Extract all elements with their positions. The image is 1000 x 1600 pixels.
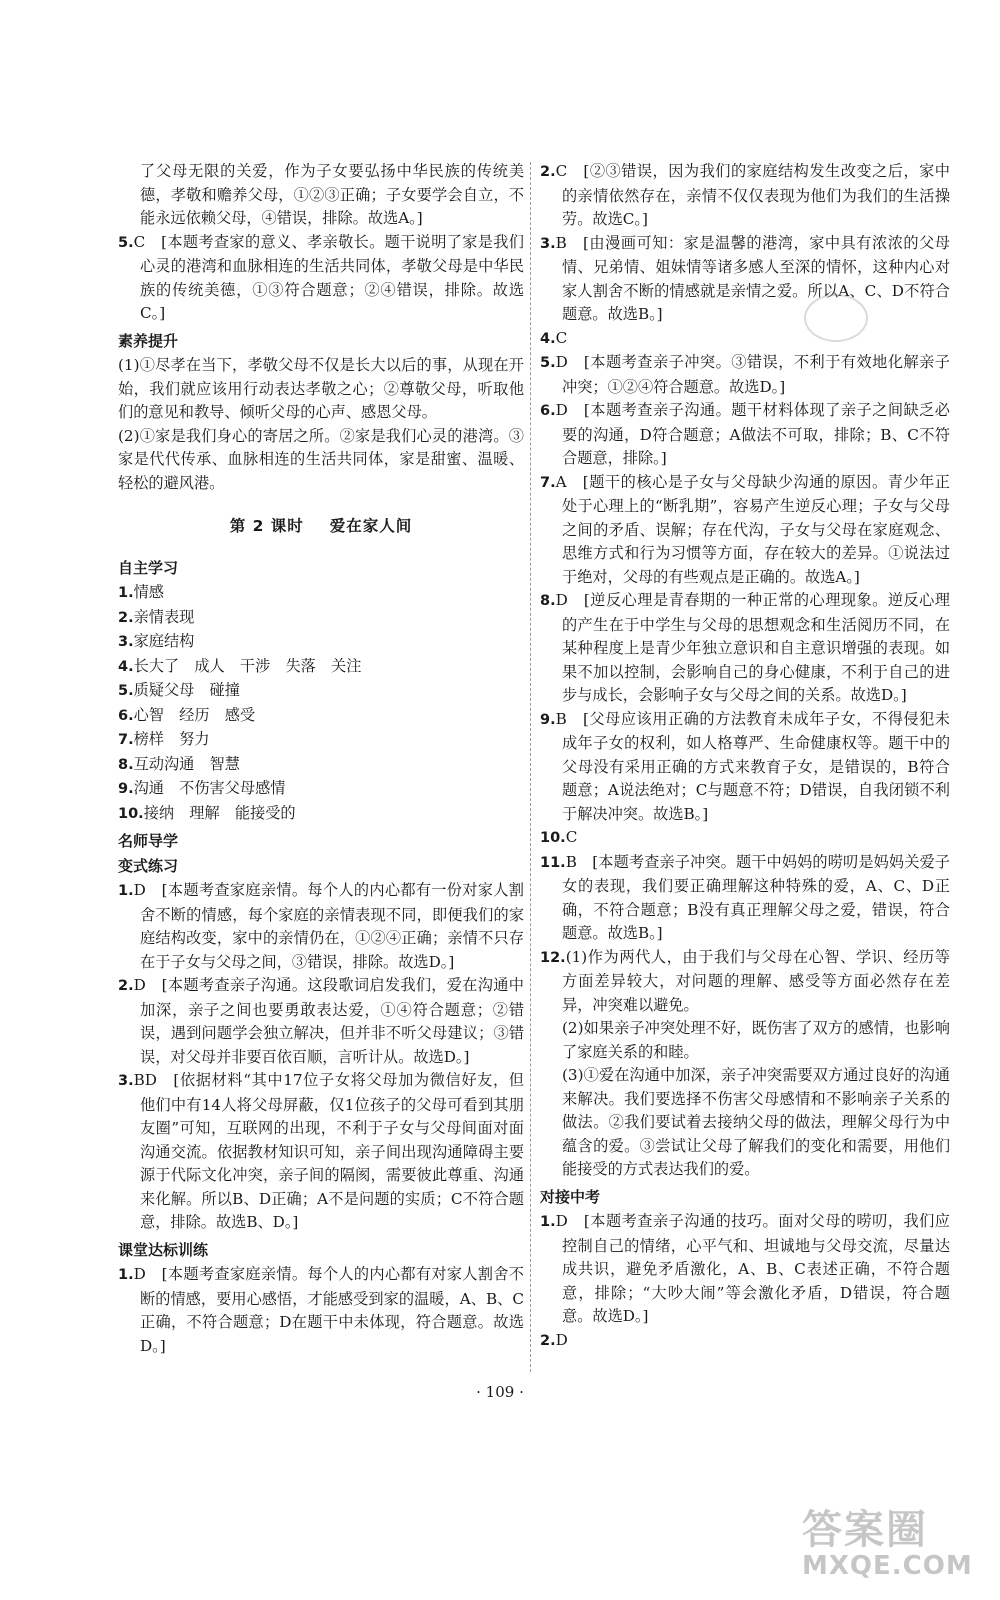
item-text: 长大了 成人 干涉 失落 关注 <box>133 656 362 675</box>
item-text: B [由漫画可知：家是温馨的港湾，家中具有浓浓的父母情、兄弟情、姐妹情等诸多感人至深的情怀，这种内心对家人割舍不断的情感就是亲情之爱。所以A、C、D不符合题意。故选B。] <box>555 233 950 323</box>
item-number: 6. <box>540 403 556 419</box>
item-text: D <box>555 1330 568 1349</box>
item-number: 2. <box>540 1332 556 1349</box>
watermark-logo: 答案圈 <box>802 1507 928 1553</box>
item-text: 亲情表现 <box>133 607 195 626</box>
answer-item <box>118 231 524 326</box>
section-heading: 课堂达标训练 <box>118 1240 209 1259</box>
item-number: 10. <box>118 805 144 822</box>
continued-answer: 了父母无限的关爱，作为子女要弘扬中华民族的传统美德，孝敬和赡养父母，①②③正确；子女要学会自立，不能永远依赖父母，④错误，排除。故选A。] <box>140 162 524 227</box>
watermark-url: MXQE.COM <box>802 1551 973 1581</box>
answer-item <box>540 160 950 232</box>
answer-item <box>540 589 950 708</box>
item-number: 3. <box>118 1073 134 1089</box>
continued-answer: (2)如果亲子冲突处理不好，既伤害了双方的感情，也影响了家庭关系的和睦。 <box>562 1019 950 1061</box>
answer-item <box>118 581 524 606</box>
answer-item <box>118 655 524 680</box>
item-text: B [父母应该用正确的方法教育未成年子女，不得侵犯未成年子女的权利，如人格尊严、生命健康权等。题干中的父母没有采用正确的方式来教育子女，是错误的，B符合题意；A说法绝对；C与题意不符；D错误，自我闭锁不利于解决冲突。故选B。] <box>555 709 950 823</box>
item-number: 8. <box>540 593 556 609</box>
answer-item <box>540 399 950 471</box>
section-heading: 变式练习 <box>118 856 179 875</box>
item-number: 2. <box>118 609 134 626</box>
answer-item <box>540 1329 950 1354</box>
item-number: 1. <box>118 1267 134 1283</box>
item-text: 家庭结构 <box>133 632 195 650</box>
item-number: 3. <box>540 235 556 252</box>
item-text: D [本题考查亲子沟通。这段歌词启发我们，爱在沟通中加深，亲子之间也要勇敢表达爱，①④符合题意；②错误，遇到问题学会独立解决，但并非不听父母建议；③错误，对父母并非要百依百顺，言听计从。故选D。] <box>133 976 524 1066</box>
item-text: C <box>555 328 568 347</box>
answer-item <box>118 728 524 753</box>
item-number: 5. <box>118 683 134 699</box>
lesson-title <box>118 515 524 539</box>
item-number: 11. <box>540 854 566 871</box>
answer-item <box>118 802 524 827</box>
answer-item <box>540 471 950 590</box>
faint-stamp-mark <box>804 294 868 342</box>
item-text: 心智 经历 感受 <box>133 705 256 724</box>
answer-item <box>540 946 950 1018</box>
item-text: C [本题考查家的意义、孝亲敬长。题干说明了家是我们心灵的港湾和血脉相连的生活共同体，孝敬父母是中华民族的传统美德，①③符合题意；②④错误，排除。故选C。] <box>133 232 524 322</box>
item-number: 9. <box>540 711 556 728</box>
section-heading: 名师导学 <box>118 832 179 850</box>
answer-item <box>118 679 524 704</box>
item-number: 6. <box>118 707 134 724</box>
item-text: B [本题考查亲子冲突。题干中妈妈的唠叨是妈妈关爱子女的表现，我们要正确理解这种特殊的爱，A、C、D正确，不符合题意；B没有真正理解父母之爱，错误，符合题意。故选B。] <box>562 852 950 942</box>
item-text: A [题干的核心是子女与父母缺少沟通的原因。青少年正处于心理上的“断乳期”，容易产生逆反心理；子女与父母之间的矛盾、误解；存在代沟，子女与父母在家庭观念、思维方式和行为习惯等方面，存在较大的差异。①说法过于绝对，父母的有些观点是正确的。故选A。] <box>555 472 950 586</box>
item-number: 5. <box>118 234 134 251</box>
answer-item <box>118 630 524 655</box>
lesson-number: 第 2 课时 <box>229 517 304 535</box>
item-number: 1. <box>540 1214 556 1230</box>
continued-answer: (3)①爱在沟通中加深，亲子冲突需要双方通过良好的沟通来解决。我们要选择不伤害父母感情和不影响亲子关系的做法。②我们要试着去接纳父母的做法，理解父母行为中蕴含的爱。③尝试让父母了解我们的变化和需要，用他们能接受的方式表达我们的爱。 <box>562 1066 950 1178</box>
item-text: D [本题考查亲子沟通的技巧。面对父母的唠叨，我们应控制自己的情绪，心平气和、坦诚地与父母交流，尽量达成共识，避免矛盾激化，A、B、C表述正确，不符合题意，排除；“大吵大闹”等会激化矛盾，D错误，符合题意。故选D。] <box>555 1212 950 1325</box>
item-number: 5. <box>540 355 556 371</box>
answer-item <box>540 708 950 827</box>
item-number: 2. <box>540 164 556 180</box>
item-number: 10. <box>540 830 566 846</box>
column-divider <box>530 162 531 1372</box>
item-number: 3. <box>118 634 134 650</box>
item-number: 1. <box>118 585 134 601</box>
answer-item <box>540 826 950 851</box>
watermark <box>802 1498 973 1581</box>
paragraph: (1)①尽孝在当下，孝敬父母不仅是长大以后的事，从现在开始，我们就应该用行动表达孝敬之心；②尊敬父母，听取他们的意见和教导、倾听父母的心声、感恩父母。 <box>118 356 524 421</box>
answer-item <box>118 1069 524 1235</box>
item-number: 2. <box>118 978 134 994</box>
answer-item <box>118 974 524 1069</box>
answer-item <box>540 232 950 327</box>
page-number: · 109 · <box>476 1383 524 1401</box>
item-text: C [②③错误，因为我们的家庭结构发生改变之后，家中的亲情依然存在，亲情不仅仅表现为他们为我们的生活操劳。故选C。] <box>555 162 950 228</box>
item-text: D [逆反心理是青春期的一种正常的心理现象。逆反心理的产生在于中学生与父母的思想观念和生活阅历不同，在某种程度上是青少年独立意识和自主意识增强的表现。如果不加以控制，会影响自己的身心健康，不利于自己的进步与成长，会影响子女与父母之间的关系。故选D。] <box>555 591 950 704</box>
item-text: 沟通 不伤害父母感情 <box>133 779 286 797</box>
section-heading: 自主学习 <box>118 558 179 577</box>
item-number: 8. <box>118 756 134 773</box>
item-text: BD [依据材料“其中17位子女将父母加为微信好友，但他们中有14人将父母屏蔽，仅1位孩子的父母可看到其朋友圈”可知，互联网的出现，不利于子女与父母间面对面沟通交流。依据教材知识可知，亲子间出现沟通障碍主要源于代际文化冲突，亲子间的隔阂，需要彼此尊重、沟通来化解。所以B、D正确；A不是问题的实质；C不符合题意，排除。故选B、D。] <box>133 1071 524 1231</box>
left-column <box>118 160 524 1358</box>
answer-item <box>540 351 950 399</box>
answer-item <box>540 327 950 352</box>
item-number: 1. <box>118 883 134 899</box>
section-heading: 对接中考 <box>540 1187 601 1206</box>
item-text: D [本题考查家庭亲情。每个人的内心都有对家人割舍不断的情感，要用心感悟，才能感受到家的温暖，A、B、C正确，不符合题意；D在题干中未体现，符合题意。故选D。] <box>133 1265 524 1355</box>
lesson-name: 爱在家人间 <box>329 517 413 535</box>
item-number: 9. <box>118 781 134 797</box>
item-number: 12. <box>540 949 566 966</box>
answer-item <box>118 606 524 631</box>
item-number: 7. <box>118 732 134 748</box>
answer-item <box>540 851 950 946</box>
item-text: 情感 <box>133 583 164 601</box>
answer-item <box>540 1210 950 1329</box>
answer-item <box>118 753 524 778</box>
right-column <box>540 160 950 1353</box>
item-number: 4. <box>118 658 134 675</box>
item-text: C <box>565 828 578 846</box>
answer-item <box>118 704 524 729</box>
item-text: D [本题考查亲子冲突。③错误，不利于有效地化解亲子冲突；①②④符合题意。故选D。] <box>555 353 950 396</box>
item-text: D [本题考查亲子沟通。题干材料体现了亲子之间缺乏必要的沟通，D符合题意；A做法不可取，排除；B、C不符合题意，排除。] <box>555 401 950 467</box>
item-number: 7. <box>540 474 556 491</box>
item-text: 接纳 理解 能接受的 <box>143 803 296 822</box>
answer-item <box>118 879 524 974</box>
item-number: 4. <box>540 330 556 347</box>
section-heading: 素养提升 <box>118 331 179 350</box>
item-text: 榜样 努力 <box>133 730 210 748</box>
answer-item <box>118 1263 524 1358</box>
answer-item <box>118 777 524 802</box>
item-text: 互动沟通 智慧 <box>133 754 240 773</box>
paragraph: (2)①家是我们身心的寄居之所。②家是我们心灵的港湾。③家是代代传承、血脉相连的生活共同体，家是甜蜜、温暖、轻松的避风港。 <box>118 426 524 492</box>
item-text: 质疑父母 碰撞 <box>133 681 240 699</box>
item-text: D [本题考查家庭亲情。每个人的内心都有一份对家人割舍不断的情感，每个家庭的亲情表现不同，即便我们的家庭结构改变，家中的亲情仍在，①②④正确；亲情不只存在于子女与父母之间，③错误，排除。故选D。] <box>133 881 524 971</box>
item-text: (1)作为两代人，由于我们与父母在心智、学识、经历等方面差异较大，对问题的理解、感受等方面必然存在差异，冲突难以避免。 <box>562 947 950 1014</box>
